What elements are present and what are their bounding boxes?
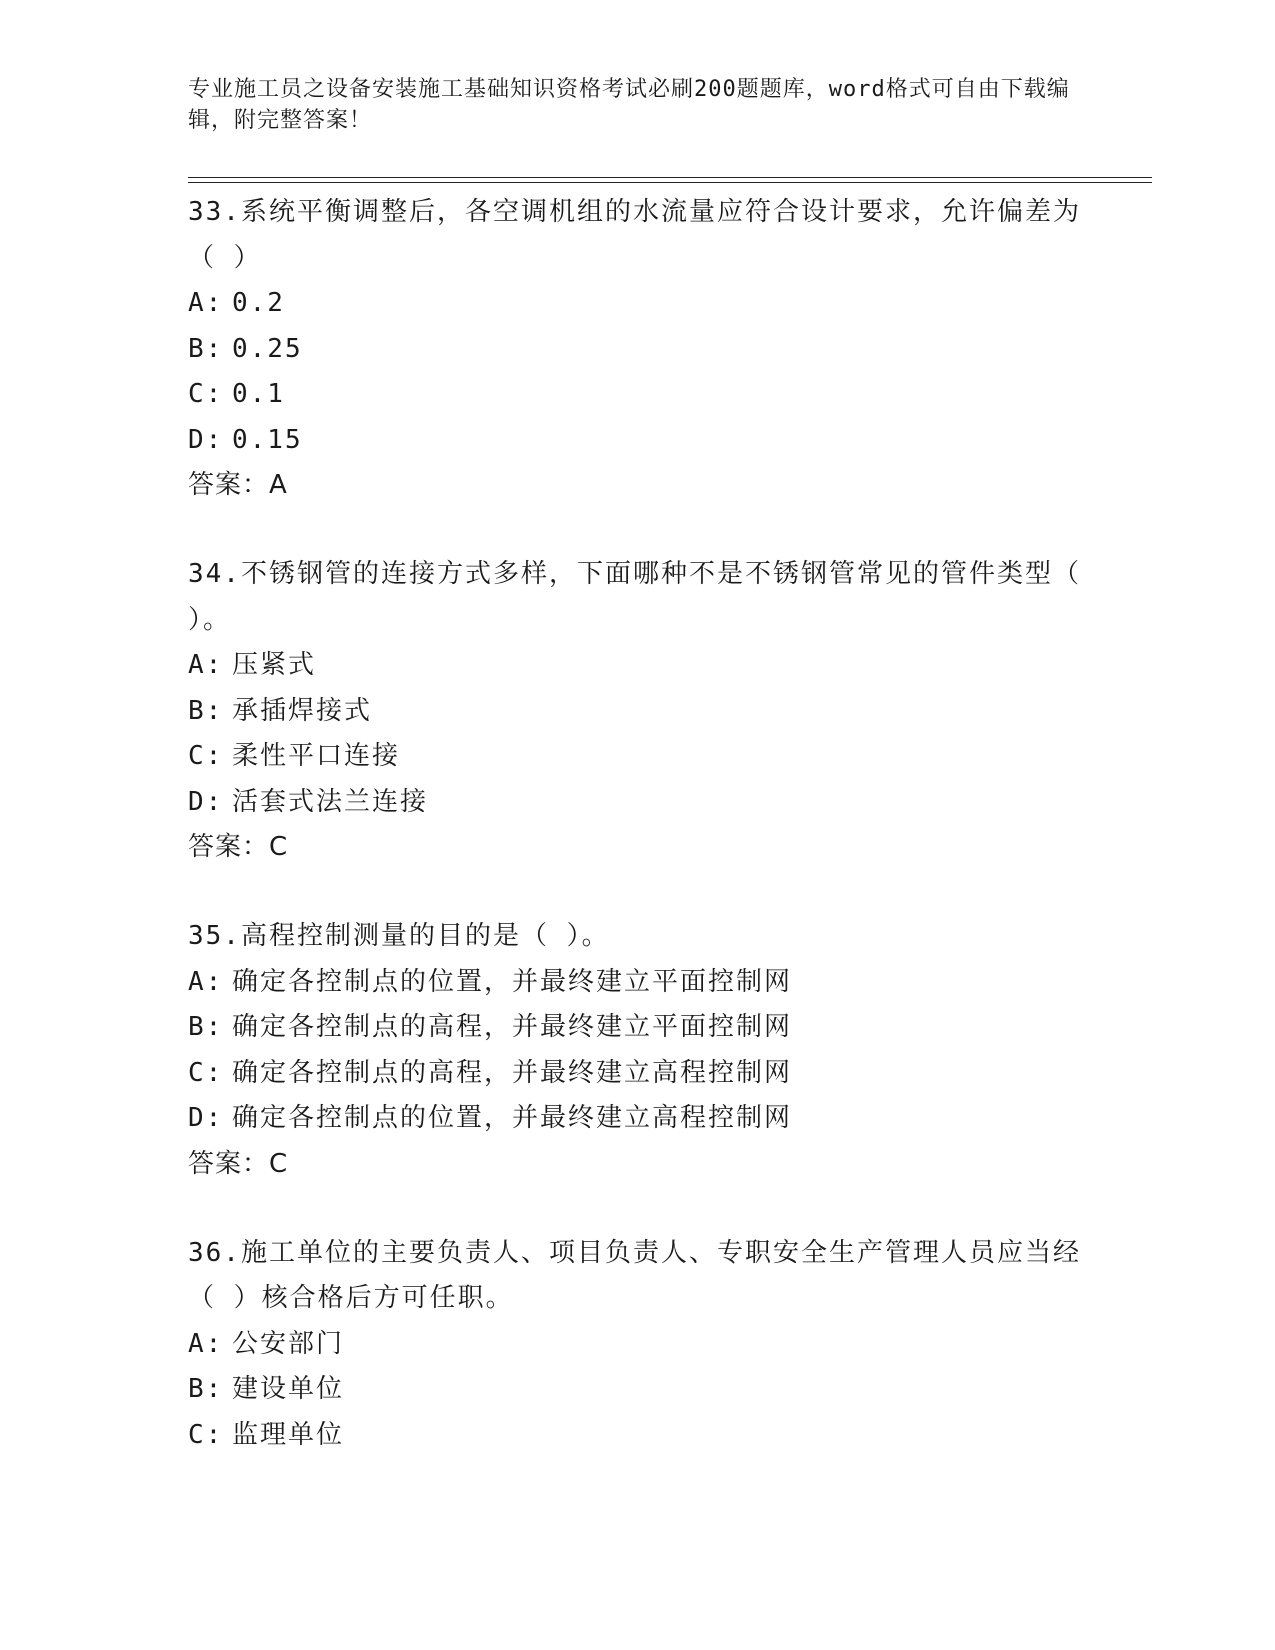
option-text: 0.1 xyxy=(232,379,285,409)
question-34 xyxy=(188,552,1088,869)
question-stem: 33.系统平衡调整后，各空调机组的水流量应符合设计要求，允许偏差为（ ） xyxy=(188,197,1081,273)
option-text: 确定各控制点的位置，并最终建立高程控制网 xyxy=(232,1103,793,1133)
option-a xyxy=(188,1322,1088,1368)
option-letter: D: xyxy=(188,786,224,817)
option-text: 承插焊接式 xyxy=(232,695,373,726)
option-c xyxy=(188,1413,1088,1459)
option-b xyxy=(188,327,1088,373)
question-stem: 35.高程控制测量的目的是（ ）。 xyxy=(188,921,610,951)
option-text: 确定各控制点的位置，并最终建立平面控制网 xyxy=(232,966,793,997)
option-d xyxy=(188,1096,1088,1142)
question-spacer xyxy=(188,869,1088,914)
option-a xyxy=(188,281,1088,327)
option-letter: A: xyxy=(188,966,224,997)
question-stem: 36.施工单位的主要负责人、项目负责人、专职安全生产管理人员应当经（ ）核合格后方可任职。 xyxy=(188,1237,1081,1313)
answer-line: 答案：A xyxy=(188,470,288,500)
question-spacer xyxy=(188,1186,1088,1231)
question-36 xyxy=(188,1231,1088,1459)
question-35 xyxy=(188,914,1088,1186)
option-letter: A: xyxy=(188,650,224,680)
option-letter: D: xyxy=(188,424,224,455)
option-d xyxy=(188,418,1088,464)
option-a xyxy=(188,960,1088,1006)
option-b xyxy=(188,1005,1088,1051)
option-text: 压紧式 xyxy=(232,650,317,680)
option-letter: B: xyxy=(188,1374,224,1404)
option-b xyxy=(188,1367,1088,1413)
option-letter: A: xyxy=(188,288,224,318)
option-letter: C: xyxy=(188,741,224,771)
option-b xyxy=(188,689,1088,735)
option-d xyxy=(188,780,1088,826)
option-text: 确定各控制点的高程，并最终建立高程控制网 xyxy=(232,1057,793,1088)
option-text: 确定各控制点的高程，并最终建立平面控制网 xyxy=(232,1012,793,1042)
option-letter: C: xyxy=(188,1419,224,1450)
header-divider-bottom xyxy=(188,182,1152,183)
option-c xyxy=(188,734,1088,780)
option-letter: B: xyxy=(188,1012,224,1042)
answer-line: 答案：C xyxy=(188,832,289,862)
option-text: 0.25 xyxy=(232,333,303,364)
option-text: 建设单位 xyxy=(232,1374,345,1404)
question-spacer xyxy=(188,507,1088,552)
option-text: 0.15 xyxy=(232,424,303,455)
option-a xyxy=(188,643,1088,689)
option-letter: D: xyxy=(188,1103,224,1133)
option-c xyxy=(188,372,1088,418)
option-text: 活套式法兰连接 xyxy=(232,786,429,817)
option-text: 公安部门 xyxy=(232,1328,345,1359)
option-letter: C: xyxy=(188,379,224,409)
answer-line: 答案：C xyxy=(188,1148,289,1179)
question-list xyxy=(188,190,1088,1458)
header-divider-top xyxy=(188,177,1152,178)
option-c xyxy=(188,1051,1088,1097)
option-text: 0.2 xyxy=(232,288,285,318)
document-header: 专业施工员之设备安装施工基础知识资格考试必刷200题题库，word格式可自由下载编辑，附完整答案！ xyxy=(188,77,1070,133)
option-letter: A: xyxy=(188,1328,224,1359)
question-stem: 34.不锈钢管的连接方式多样，下面哪种不是不锈钢管常见的管件类型（ ）。 xyxy=(188,559,1081,635)
option-letter: B: xyxy=(188,695,224,726)
option-letter: C: xyxy=(188,1057,224,1088)
option-text: 监理单位 xyxy=(232,1419,345,1450)
question-33 xyxy=(188,190,1088,507)
option-text: 柔性平口连接 xyxy=(232,741,401,771)
option-letter: B: xyxy=(188,333,224,364)
